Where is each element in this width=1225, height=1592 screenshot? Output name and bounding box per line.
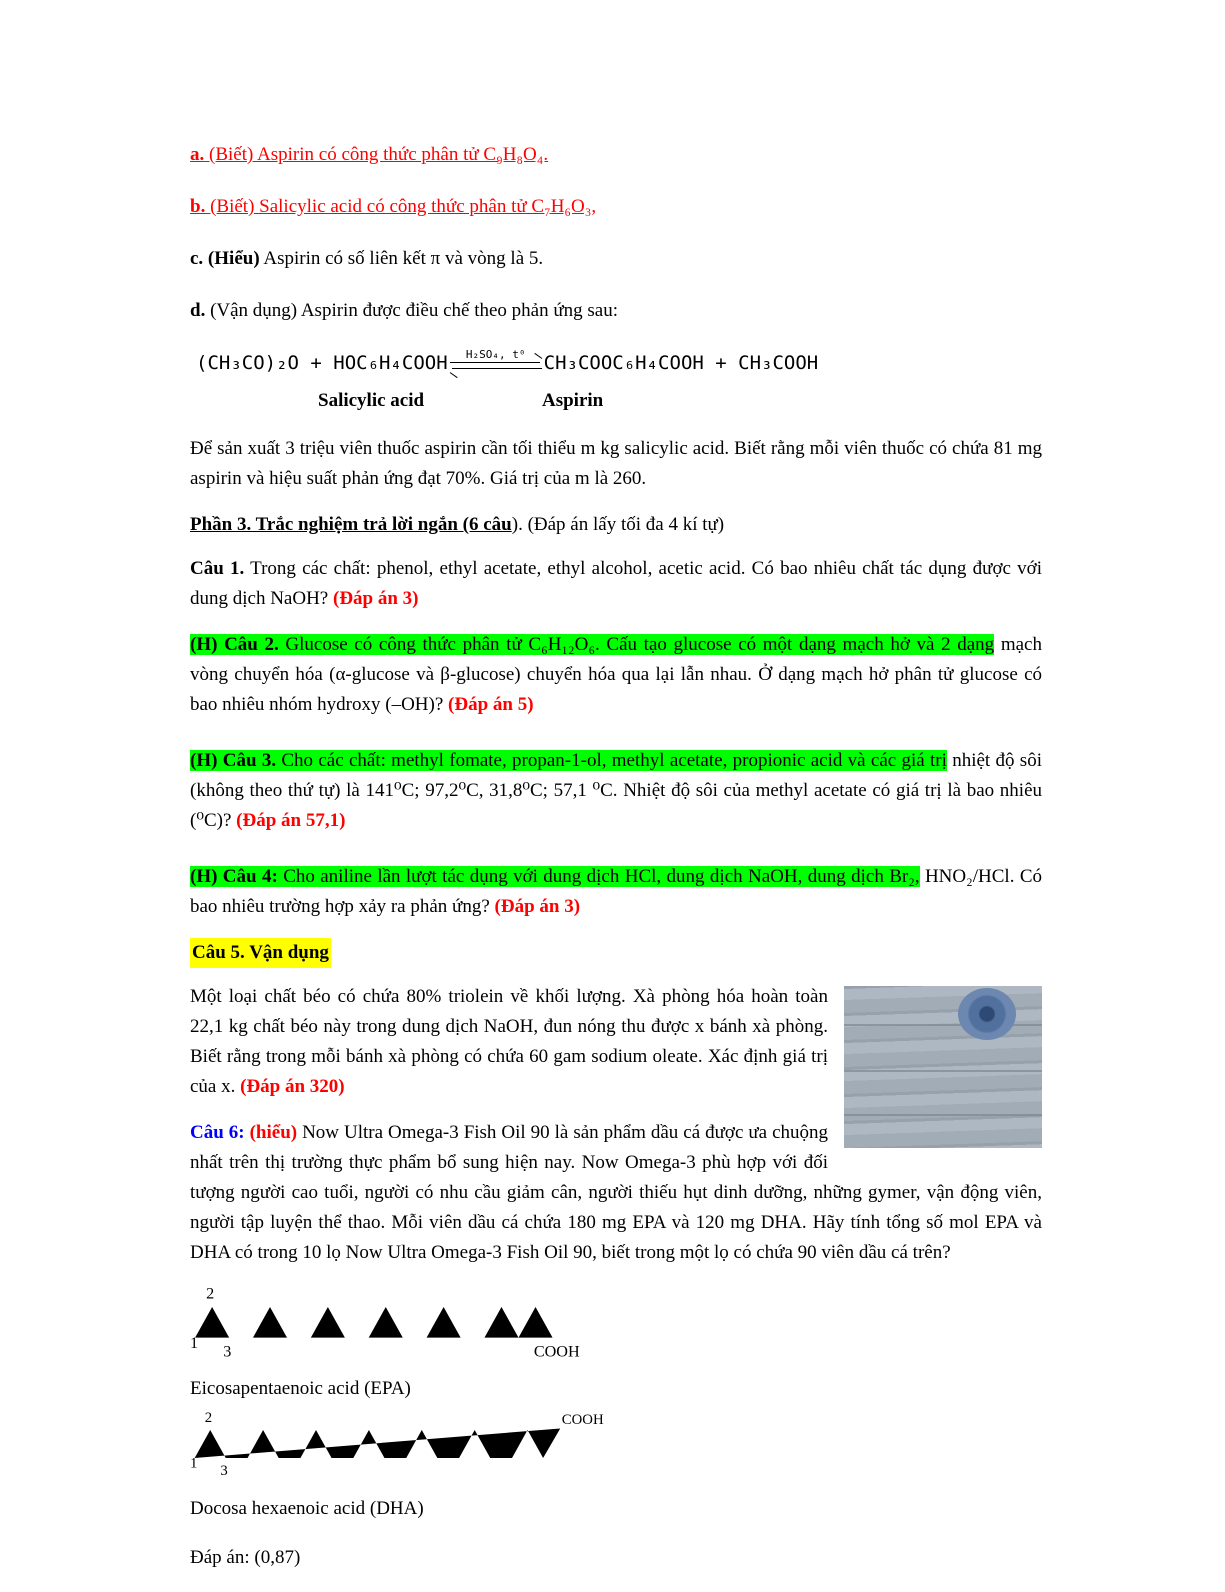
production-paragraph: Để sản xuất 3 triệu viên thuốc aspirin cần tối thiểu m kg salicylic acid. Biết rằng mỗi viên thuốc có chứa 81 mg aspirin và hiệu suất phản ứng đạt 70%. Giá trị của m là 260. [190,438,1042,489]
question-4-label: (H) Câu 4: [190,866,278,887]
question-2-answer: (Đáp án 5) [448,694,534,715]
statement-c-label: c. (Hiểu) [190,248,260,269]
question-5-6-block [190,982,1042,1268]
question-4-highlight-text: Cho aniline lần lượt tác dụng với dung dịch HCl, dung dịch NaOH, dung dịch Br₂, [277,866,920,887]
question-5-answer: (Đáp án 320) [240,1076,345,1097]
epa-carbon-1: 1 [190,1334,199,1352]
question-4 [190,862,1042,922]
equation-labels [190,386,1042,420]
question-6-level: (hiểu) [244,1122,298,1143]
dha-carbon-2: 2 [204,1410,213,1427]
epa-carbon-2: 2 [206,1285,215,1303]
question-5-heading [190,938,1042,968]
epa-skeletal-diagram [190,1284,590,1364]
question-3-answer: (Đáp án 57,1) [236,810,346,831]
final-answer: Đáp án: (0,87) [190,1547,301,1568]
equation-lhs: (CH₃CO)₂O + HOC₆H₄COOH [196,352,448,374]
question-4-highlight [190,866,920,887]
question-4-text: HNO₂/HCl. Có bao nhiêu trường hợp xảy ra phản ứng? [190,866,1042,917]
question-3 [190,746,1042,836]
blue-rose-decoration [1006,1012,1042,1052]
dha-carbon-1: 1 [190,1455,198,1472]
phan3-title: Phần 3. Trắc nghiệm trả lời ngắn (6 câu [190,514,512,535]
statement-b [190,192,1042,222]
question-5-text: Một loại chất béo có chứa 80% triolein về khối lượng. Xà phòng hóa hoàn toàn 22,1 kg chất béo này trong dung dịch NaOH, đun nóng thu được x bánh xà phòng. Biết rằng trong mỗi bánh xà phòng có chứa 60 gam sodium oleate. Xác định giá trị của x. [190,986,828,1097]
question-6-text: Now Ultra Omega-3 Fish Oil 90 là sản phẩm dầu cá được ưa chuộng nhất trên thị trường thực phẩm bổ sung hiện nay. Now Omega-3 phù hợp với đối tượng người cao tuổi, người có nhu cầu giảm cân, người thiếu hụt dinh dưỡng, những gymer, vận động viên, người tập luyện thể thao. Mỗi viên dầu cá chứa 180 mg EPA và 120 mg DHA. Hãy tính tổng số mol EPA và DHA có trong 10 lọ Now Ultra Omega-3 Fish Oil 90, biết trong một lọ có chứa 90 viên dầu cá trên? [190,1122,1042,1263]
question-2 [190,630,1042,720]
epa-name-label: Eicosapentaenoic acid (EPA) [190,1378,411,1399]
equation-rhs: CH₃COOC₆H₄COOH + CH₃COOH [543,352,819,374]
statement-a [190,140,1042,170]
soap-product-photo [844,986,1042,1148]
statement-a-text: (Biết) Aspirin có công thức phân tử C₉H₈O₄. [204,144,549,165]
statement-d [190,296,1042,326]
phan3-note: ). (Đáp án lấy tối đa 4 kí tự) [511,514,725,535]
fatty-acid-structures [190,1284,1042,1524]
statement-c [190,244,1042,274]
equilibrium-arrow-icon [450,349,542,372]
statement-b-label: b. [190,196,206,217]
epa-cooh-group: COOH [533,1343,580,1361]
question-2-text: mạch vòng chuyển hóa (α-glucose và β-glucose) chuyển hóa qua lại lẫn nhau. Ở dạng mạch hở phân tử glucose có bao nhiêu nhóm hydroxy (–OH)? [190,634,1042,715]
statement-d-text: (Vận dụng) Aspirin được điều chế theo phản ứng sau: [205,300,618,321]
question-1 [190,554,1042,614]
question-3-highlight-text: Cho các chất: methyl fomate, propan-1-ol, methyl acetate, propionic acid và các giá trị [276,750,947,771]
epa-carbon-3: 3 [223,1343,232,1361]
question-3-label: (H) Câu 3. [190,750,277,771]
question-3-highlight [190,750,947,771]
dha-name-label: Docosa hexaenoic acid (DHA) [190,1498,424,1519]
aspirin-label: Aspirin [542,390,604,411]
dha-skeletal-diagram [190,1404,610,1484]
document-page [190,140,1042,1592]
epa-structure [190,1284,1042,1404]
question-4-answer: (Đáp án 3) [494,896,581,917]
question-1-answer: (Đáp án 3) [333,588,419,609]
statement-b-text: (Biết) Salicylic acid có công thức phân tử C₇H₆O₃, [205,196,597,217]
question-1-text: Trong các chất: phenol, ethyl acetate, ethyl alcohol, acetic acid. Có bao nhiêu chất tác dụng được với dung dịch NaOH? [190,558,1042,609]
section-heading-phan3 [190,510,1042,540]
statement-d-label: d. [190,300,206,321]
reaction-equation [196,348,1042,378]
question-3-text: nhiệt độ sôi (không theo thứ tự) là 141⁰C; 97,2⁰C, 31,8⁰C; 57,1 ⁰C. Nhiệt độ sôi của methyl acetate có giá trị là bao nhiêu (⁰C)? [190,750,1042,831]
question-2-highlight [190,634,994,655]
statement-a-label: a. [190,144,205,165]
question-2-highlight-text: Glucose có công thức phân tử C₆H₁₂O₆. Cấu tạo glucose có một dạng mạch hở và 2 dạng [278,634,995,655]
question-6-label: Câu 6: [190,1122,245,1143]
statement-c-text: Aspirin có số liên kết π và vòng là 5. [259,248,544,269]
dha-cooh-group: COOH [561,1411,604,1428]
dha-carbon-3: 3 [220,1463,228,1480]
question-5-heading-highlight: Câu 5. Vận dụng [190,938,331,968]
question-2-label: (H) Câu 2. [190,634,279,655]
reaction-condition: H₂SO₄, t⁰ [465,347,526,361]
question-1-label: Câu 1. [190,558,245,579]
salicylic-acid-label: Salicylic acid [318,390,425,411]
dha-structure [190,1404,1042,1524]
